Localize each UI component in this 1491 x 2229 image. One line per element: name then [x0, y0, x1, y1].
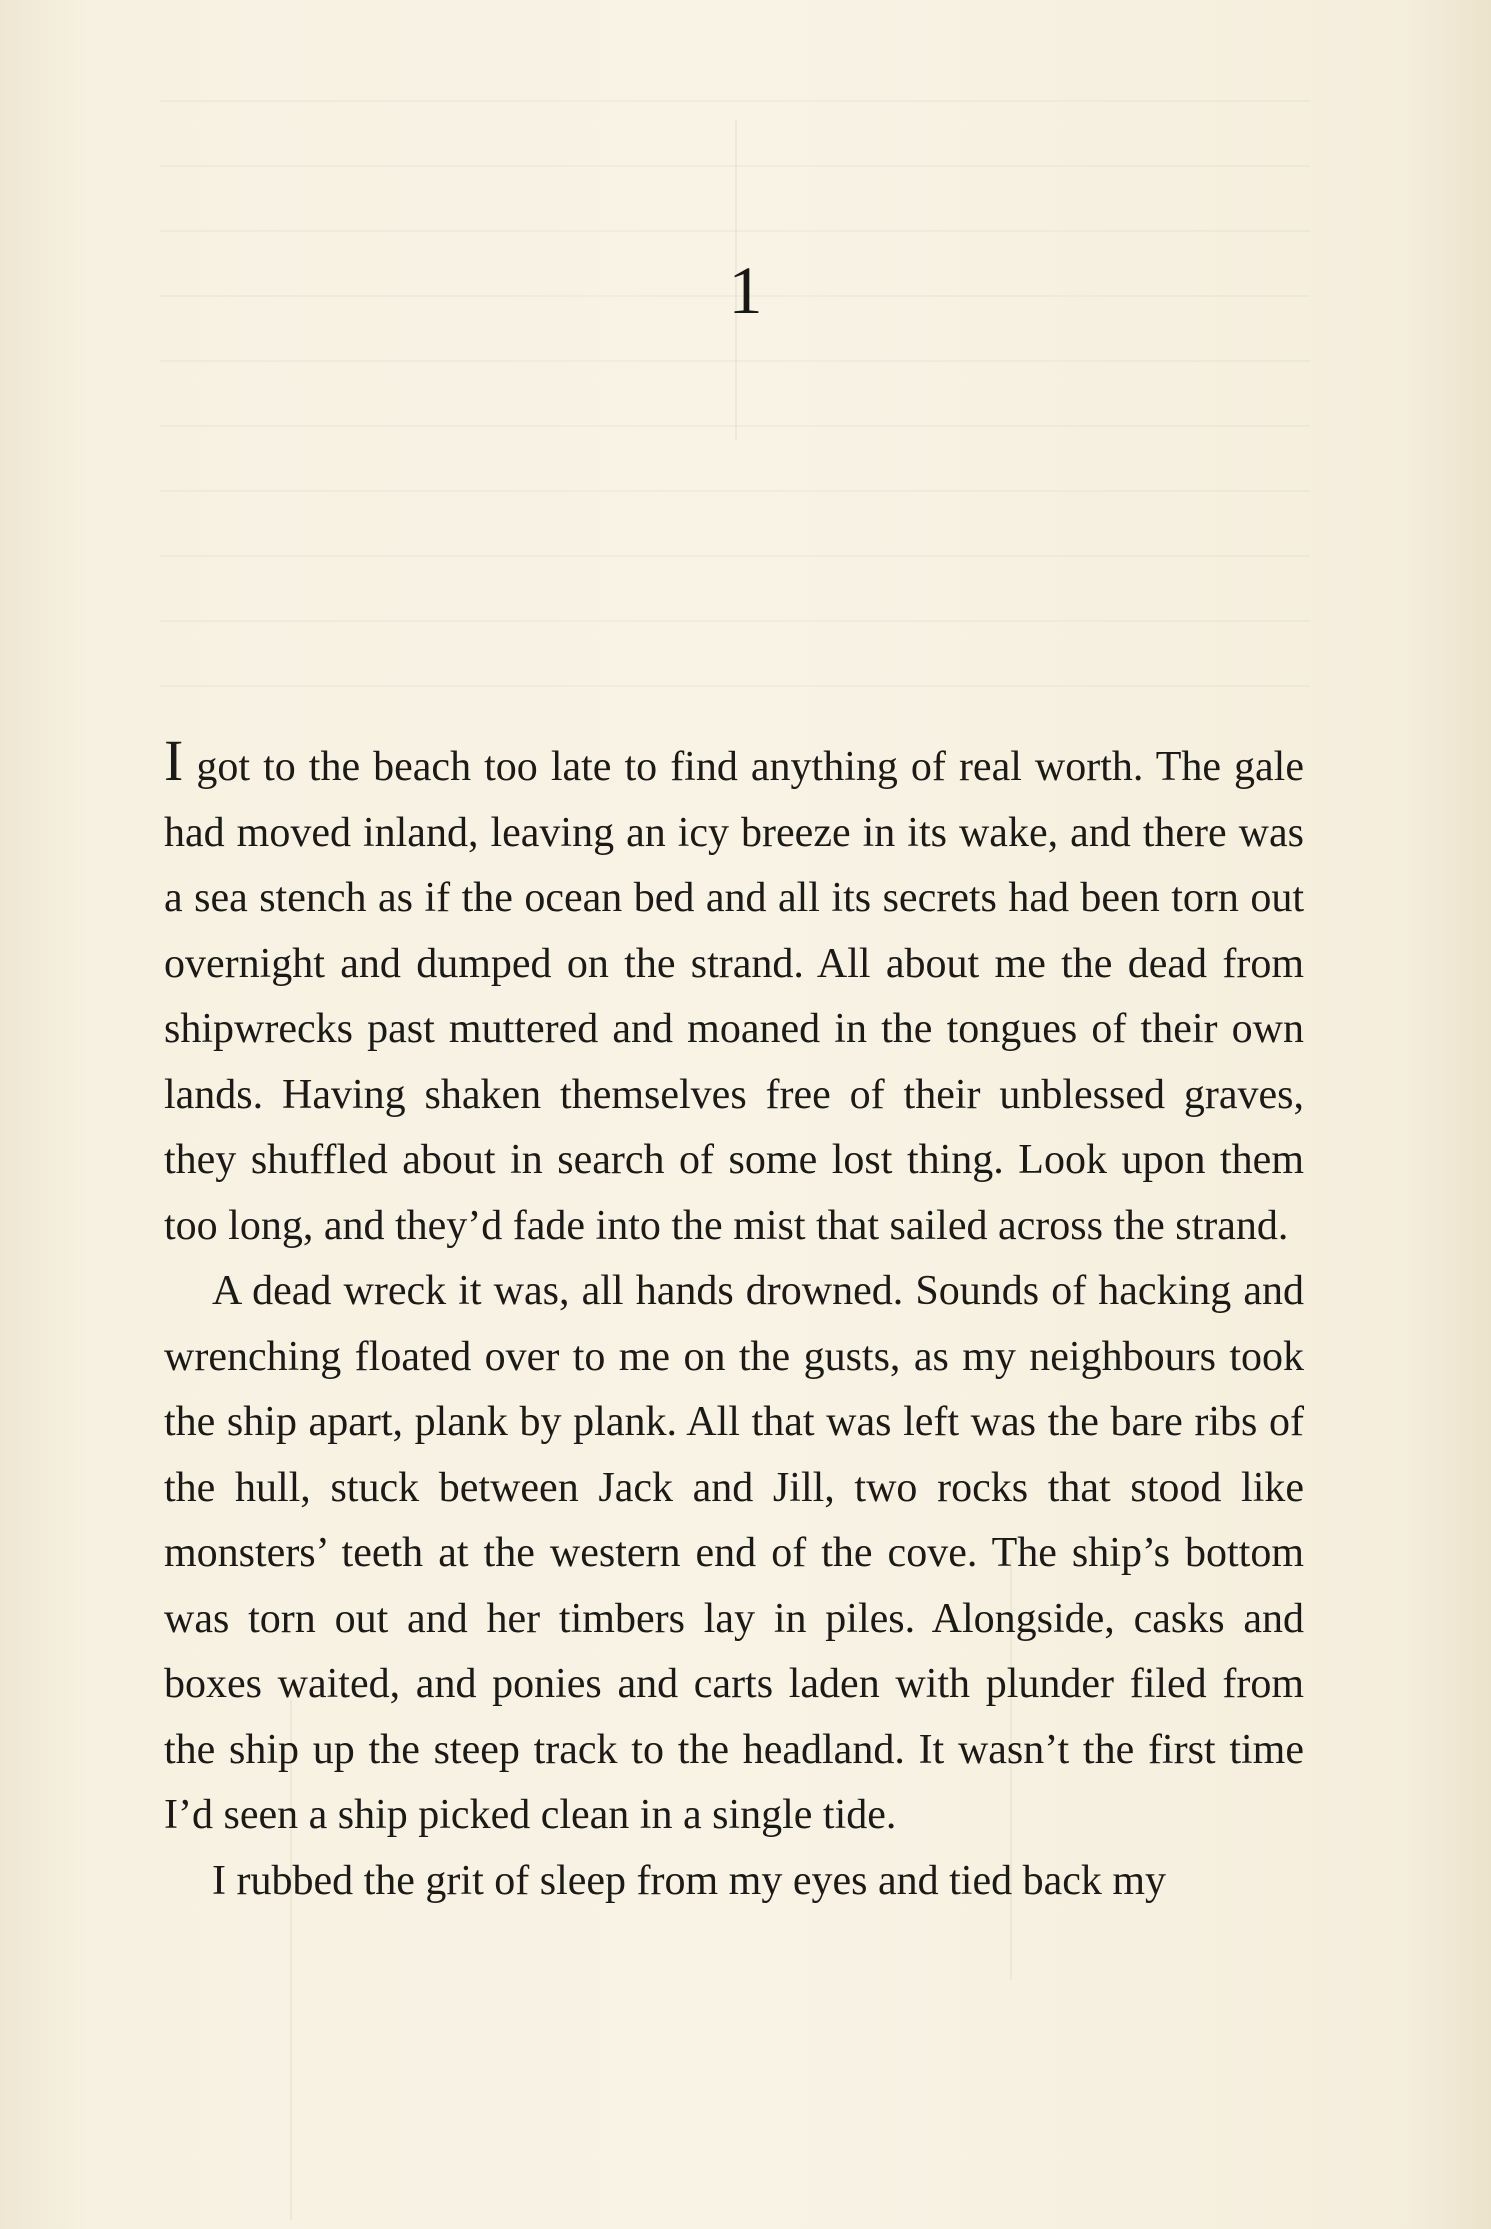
paragraph-1-text: got to the beach too late to find anything of real worth. The gale had moved inland, leaving an icy breeze in its wake, and there was a sea stench as if the ocean bed and all its secrets had been torn out overnight and dumped on the strand. All about me the dead from shipwrecks past muttered and moaned in the tongues of their own lands. Having shaken themselves free of their unblessed graves, they shuffled about in search of some lost thing. Look upon them too long, and they’d fade into the mist that sailed across the strand. [164, 744, 1304, 1249]
show-through-line [160, 100, 1310, 102]
paragraph-2: A dead wreck it was, all hands drowned. Sounds of hacking and wrenching floated over to me on the gusts, as my neighbours took the ship apart, plank by plank. All that was left was the bare ribs of the hull, stuck between Jack and Jill, two rocks that stood like monsters’ teeth at the western end of the cove. The ship’s bottom was torn out and her timbers lay in piles. Alongside, casks and boxes waited, and ponies and carts laden with plunder filed from the ship up the steep track to the headland. It wasn’t the first time I’d seen a ship picked clean in a single tide. [164, 1268, 1304, 1838]
show-through-line [160, 490, 1310, 492]
chapter-number: 1 [728, 252, 763, 328]
paragraph-3: I rubbed the grit of sleep from my eyes and tied back my [212, 1857, 1167, 1904]
paragraph-1 [164, 728, 1304, 1259]
show-through-line [160, 620, 1310, 622]
chapter-body [164, 728, 1304, 1914]
drop-cap: I [164, 728, 184, 793]
show-through-line [160, 555, 1310, 557]
show-through-line [160, 685, 1310, 687]
